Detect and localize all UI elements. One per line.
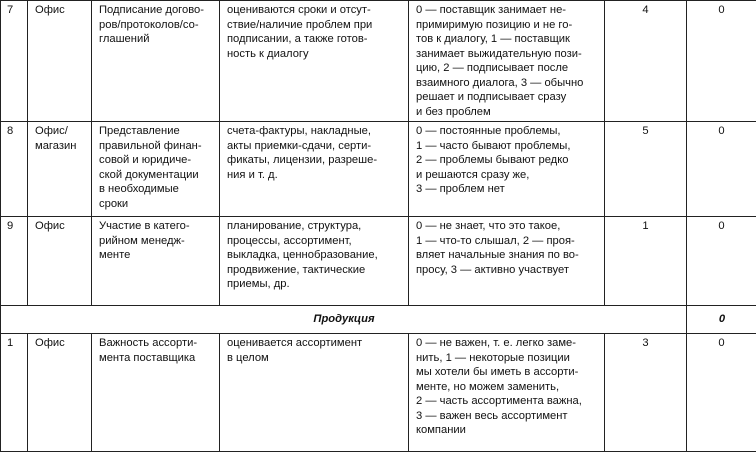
row-scale: 0 — не важен, т. е. легко заме- нить, 1 — некоторые позиции мы хотели бы иметь в ассорти- менте, но можем заменить, 2 — часть ассортимента важна, 3 — важен весь ассортимент компании <box>409 334 605 452</box>
section-title: Продукция <box>1 306 687 334</box>
row-criterion: счета-фактуры, накладные, акты приемки-сдачи, серти- фикаты, лицензии, разреше- ния и т. д. <box>220 122 409 217</box>
table-row <box>1 334 756 452</box>
row-score: 0 <box>687 1 756 122</box>
row-name: Подписание догово- ров/протоколов/со- глашений <box>92 1 220 122</box>
row-weight: 3 <box>605 334 687 452</box>
row-scale: 0 — не знает, что это такое, 1 — что-то слышал, 2 — проя- вляет начальные знания по во- просу, 3 — активно участвует <box>409 217 605 306</box>
row-score: 0 <box>687 122 756 217</box>
row-place: Офис <box>28 217 92 306</box>
section-row <box>1 306 756 334</box>
row-name: Представление правильной финан- совой и юридиче- ской документации в необходимые сроки <box>92 122 220 217</box>
row-place: Офис/ магазин <box>28 122 92 217</box>
row-index: 1 <box>1 334 28 452</box>
row-name: Важность ассорти- мента поставщика <box>92 334 220 452</box>
row-scale: 0 — поставщик занимает не- примиримую позицию и не го- тов к диалогу, 1 — поставщик занимает выжидательную пози- цию, 2 — подписывает после взаимного диалога, 3 — обычно решает и подписывает сразу и без проблем <box>409 1 605 122</box>
row-weight: 4 <box>605 1 687 122</box>
row-score: 0 <box>687 217 756 306</box>
row-index: 7 <box>1 1 28 122</box>
row-scale: 0 — постоянные проблемы, 1 — часто бывают проблемы, 2 — проблемы бывают редко и решаются сразу же, 3 — проблем нет <box>409 122 605 217</box>
row-name: Участие в катего- рийном менедж- менте <box>92 217 220 306</box>
section-total: 0 <box>687 306 756 334</box>
table-row <box>1 122 756 217</box>
row-criterion: оценивается ассортимент в целом <box>220 334 409 452</box>
row-criterion: планирование, структура, процессы, ассортимент, выкладка, ценнобразование, продвижение, тактические приемы, др. <box>220 217 409 306</box>
table-row <box>1 1 756 122</box>
row-weight: 1 <box>605 217 687 306</box>
row-place: Офис <box>28 334 92 452</box>
row-index: 9 <box>1 217 28 306</box>
row-criterion: оцениваются сроки и отсут- ствие/наличие проблем при подписании, а также готов- ность к диалогу <box>220 1 409 122</box>
table-row <box>1 217 756 306</box>
row-place: Офис <box>28 1 92 122</box>
row-score: 0 <box>687 334 756 452</box>
row-weight: 5 <box>605 122 687 217</box>
row-index: 8 <box>1 122 28 217</box>
